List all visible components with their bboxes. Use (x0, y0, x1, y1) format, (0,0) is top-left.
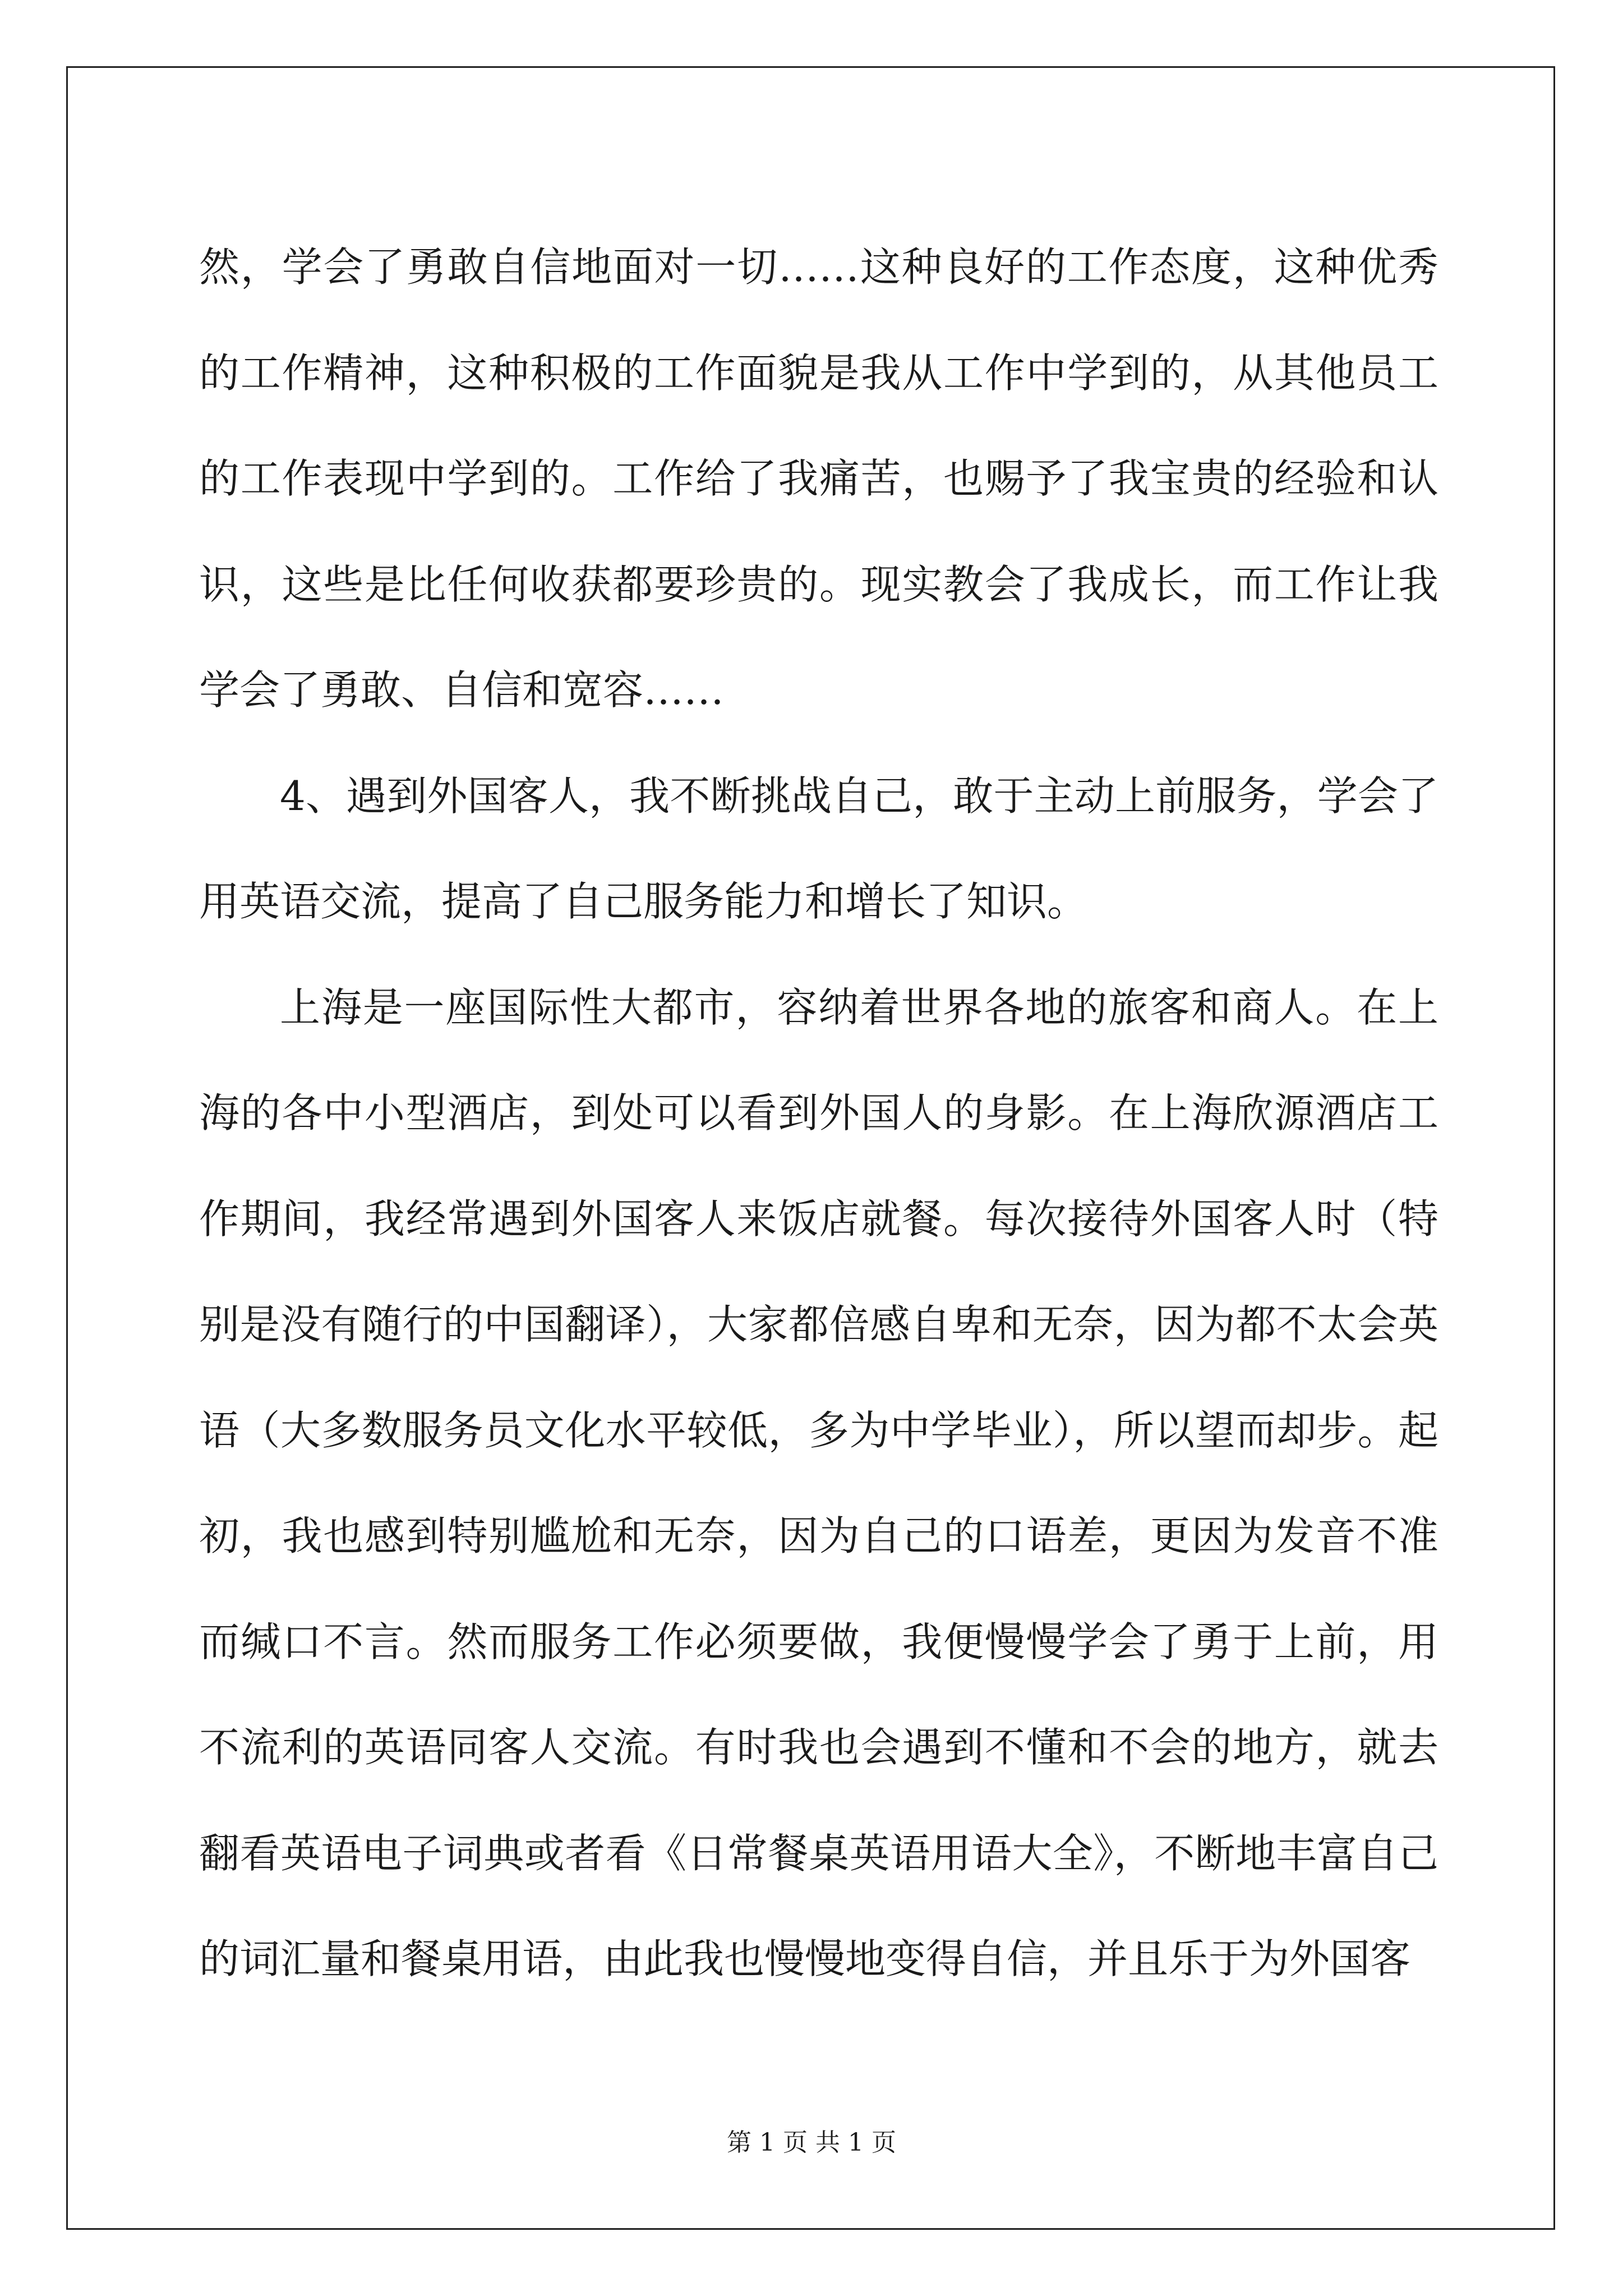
document-body (199, 214, 1438, 2012)
paragraph-item-4: 4、遇到外国客人，我不断挑战自己，敢于主动上前服务，学会了用英语交流，提高了自己服务能力和增长了知识。 (199, 772, 1438, 925)
page-number-footer: 第 1 页 共 1 页 (727, 2128, 896, 2157)
paragraph-shanghai: 上海是一座国际性大都市，容纳着世界各地的旅客和商人。在上海的各中小型酒店，到处可以看到外国人的身影。在上海欣源酒店工作期间，我经常遇到外国客人来饭店就餐。每次接待外国客人时（特别是没有随行的中国翻译），大家都倍感自卑和无奈，因为都不太会英语（大多数服务员文化水平较低，多为中学毕业），所以望而却步。起初，我也感到特别尴尬和无奈，因为自己的口语差，更因为发音不准而缄口不言。然而服务工作必须要做，我便慢慢学会了勇于上前，用不流利的英语同客人交流。有时我也会遇到不懂和不会的地方，就去翻看英语电子词典或者看《日常餐桌英语用语大全》，不断地丰富自己的词汇量和餐桌用语，由此我也慢慢地变得自信，并且乐于为外国客 (199, 983, 1438, 1982)
paragraph-continuation: 然，学会了勇敢自信地面对一切……这种良好的工作态度，这种优秀的工作精神，这种积极的工作面貌是我从工作中学到的，从其他员工的工作表现中学到的。工作给了我痛苦，也赐予了我宝贵的经验和认识，这些是比任何收获都要珍贵的。现实教会了我成长，而工作让我学会了勇敢、自信和宽容…… (199, 243, 1438, 714)
